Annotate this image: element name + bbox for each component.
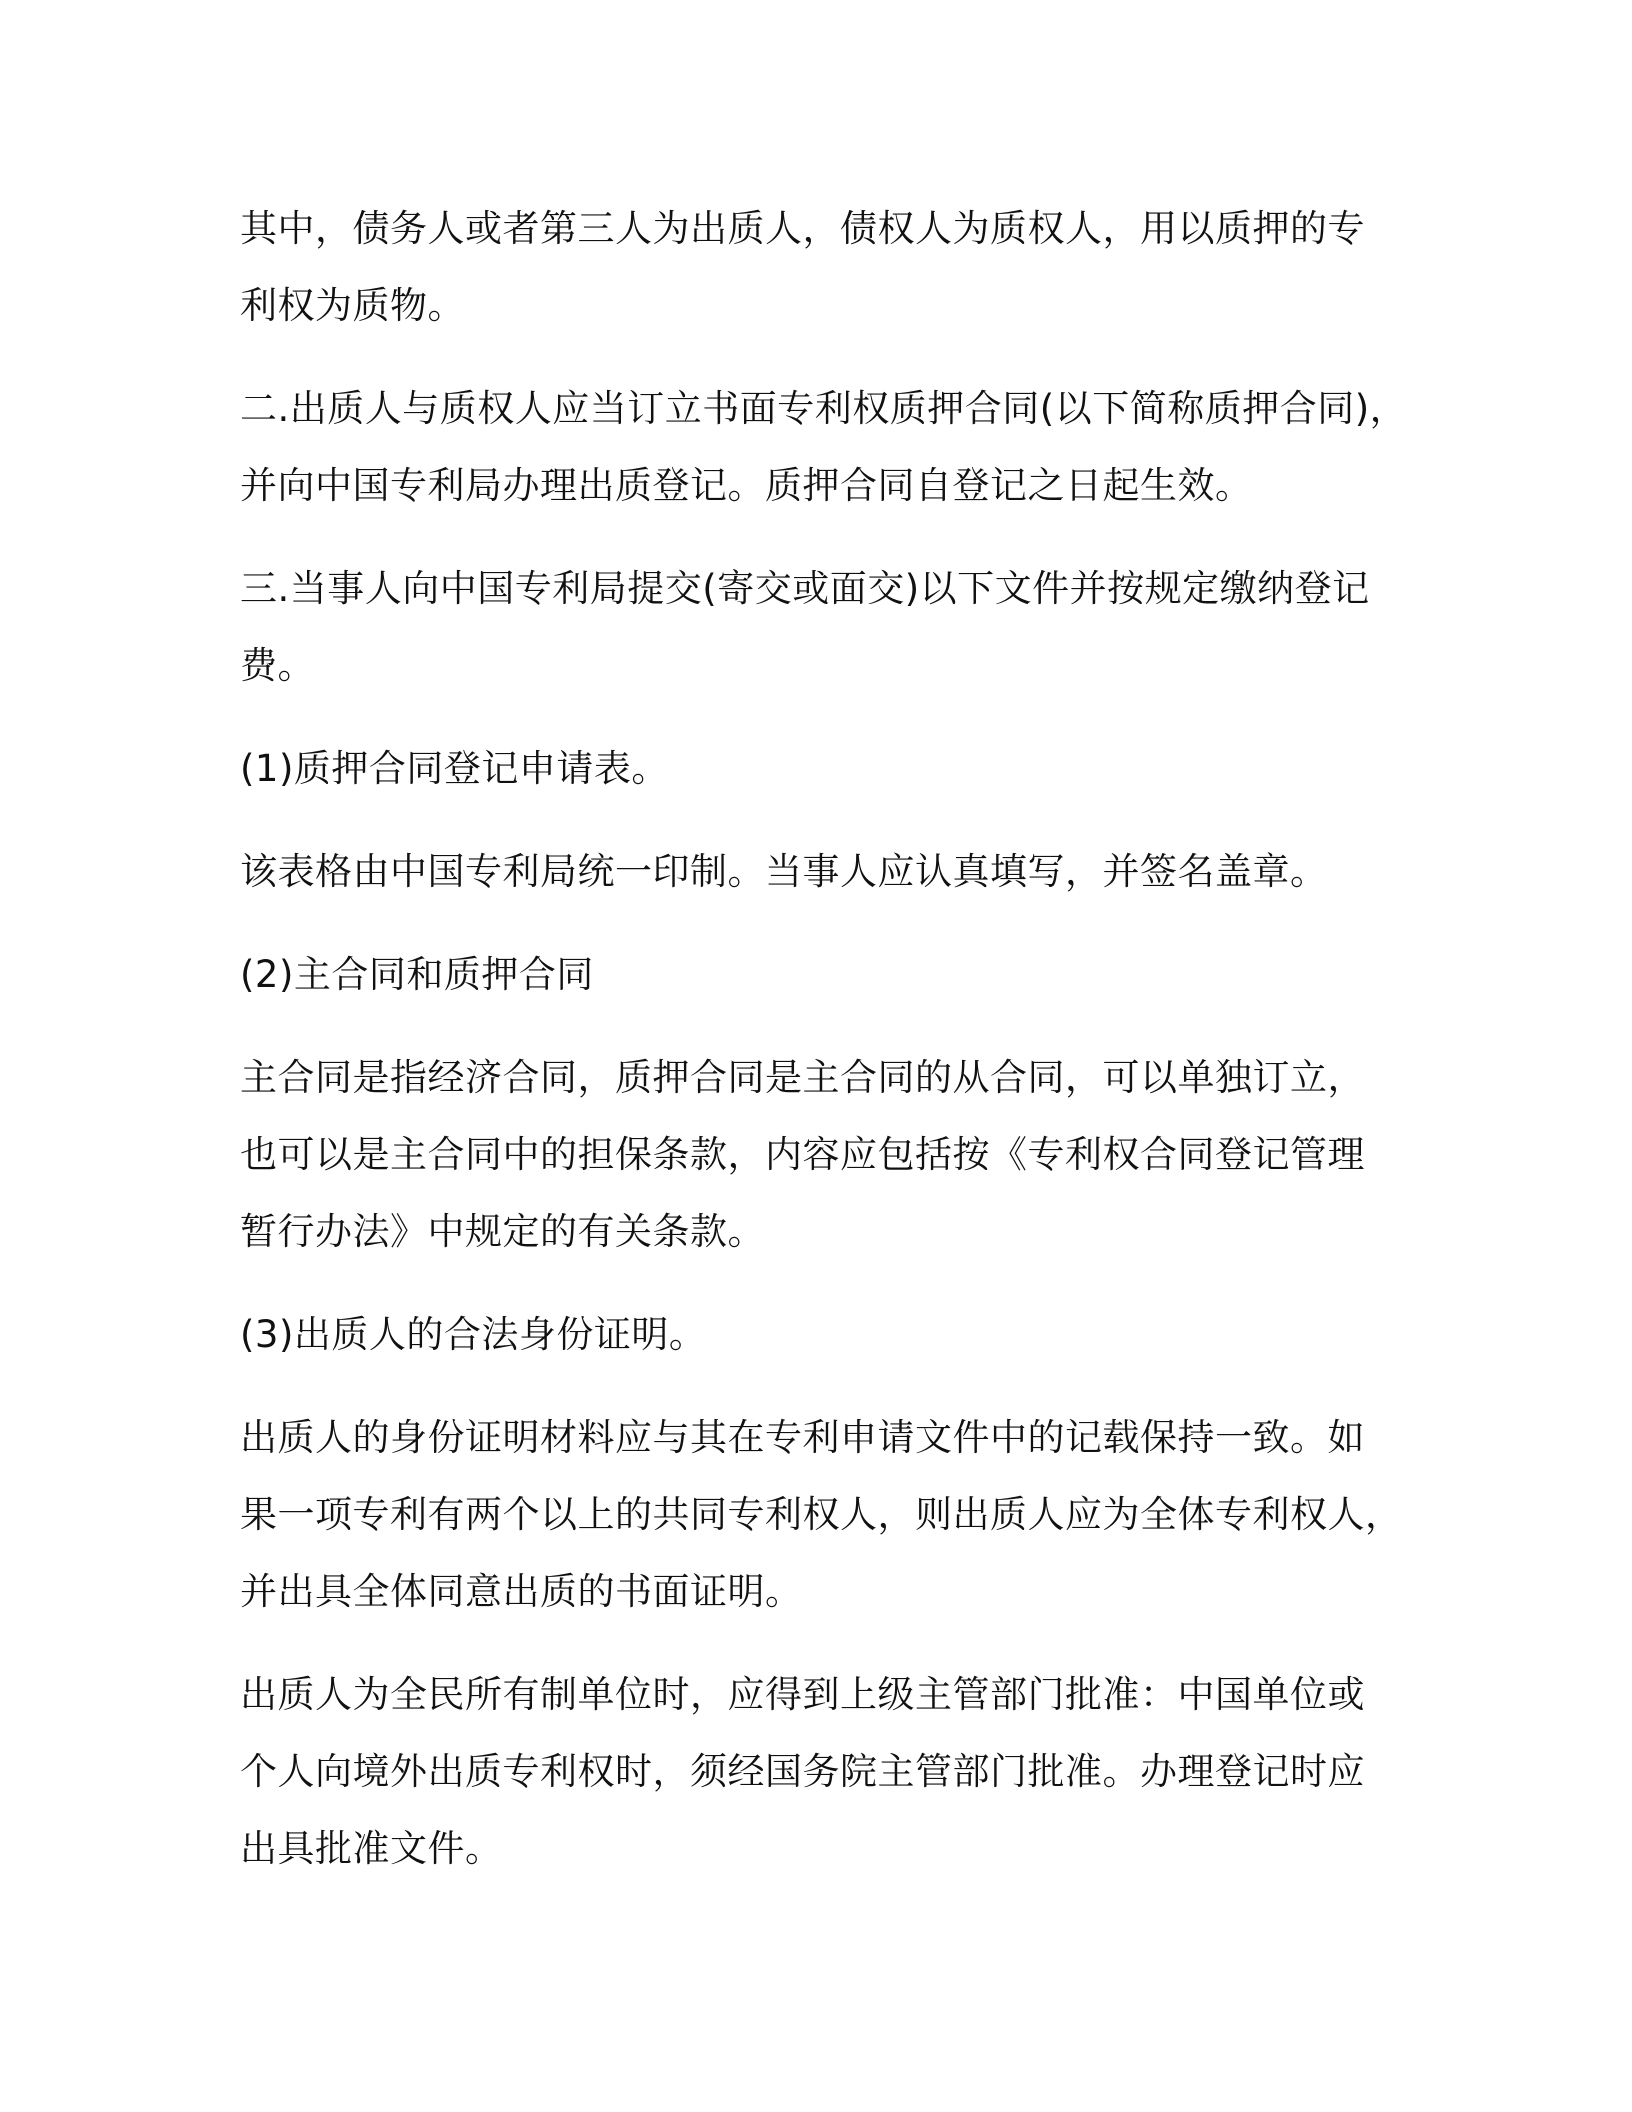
text-line: 并向中国专利局办理出质登记。质押合同自登记之日起生效。 [240, 464, 1253, 507]
text-line: 出具批准文件。 [240, 1827, 503, 1870]
paragraph-section-three [240, 550, 1390, 704]
paragraph-item-2-heading [240, 936, 1390, 1013]
paragraph-item-1-body [240, 833, 1390, 910]
text-line: 该表格由中国专利局统一印制。当事人应认真填写，并签名盖章。 [240, 850, 1328, 893]
paragraph-item-2-body [240, 1039, 1390, 1270]
text-line: 三.当事人向中国专利局提交(寄交或面交)以下文件并按规定缴纳登记 [240, 567, 1370, 610]
paragraph-approval-requirement [240, 1656, 1390, 1887]
text-line: 费。 [240, 644, 315, 687]
paragraph-section-two [240, 370, 1408, 524]
text-line: 主合同是指经济合同，质押合同是主合同的从合同，可以单独订立， [240, 1056, 1365, 1099]
text-line: 果一项专利有两个以上的共同专利权人，则出质人应为全体专利权人， [240, 1493, 1403, 1536]
text-line: 出质人的身份证明材料应与其在专利申请文件中的记载保持一致。如 [240, 1416, 1365, 1459]
paragraph-item-1-heading [240, 730, 1390, 807]
paragraph-item-3-body [240, 1399, 1403, 1630]
text-line: 暂行办法》中规定的有关条款。 [240, 1210, 765, 1253]
paragraph-pledge-definition [240, 190, 1390, 344]
text-line: 也可以是主合同中的担保条款，内容应包括按《专利权合同登记管理 [240, 1133, 1365, 1176]
document-body [240, 190, 1408, 1913]
text-line: 其中，债务人或者第三人为出质人，债权人为质权人，用以质押的专 [240, 207, 1365, 250]
text-line: 个人向境外出质专利权时，须经国务院主管部门批准。办理登记时应 [240, 1750, 1365, 1793]
text-line: 二.出质人与质权人应当订立书面专利权质押合同(以下简称质押合同)， [240, 387, 1408, 430]
paragraph-item-3-heading [240, 1296, 1390, 1373]
text-line: (3)出质人的合法身份证明。 [240, 1313, 707, 1356]
text-line: (2)主合同和质押合同 [240, 953, 594, 996]
text-line: 利权为质物。 [240, 284, 465, 327]
text-line: (1)质押合同登记申请表。 [240, 747, 669, 790]
text-line: 并出具全体同意出质的书面证明。 [240, 1570, 803, 1613]
text-line: 出质人为全民所有制单位时，应得到上级主管部门批准：中国单位或 [240, 1673, 1365, 1716]
